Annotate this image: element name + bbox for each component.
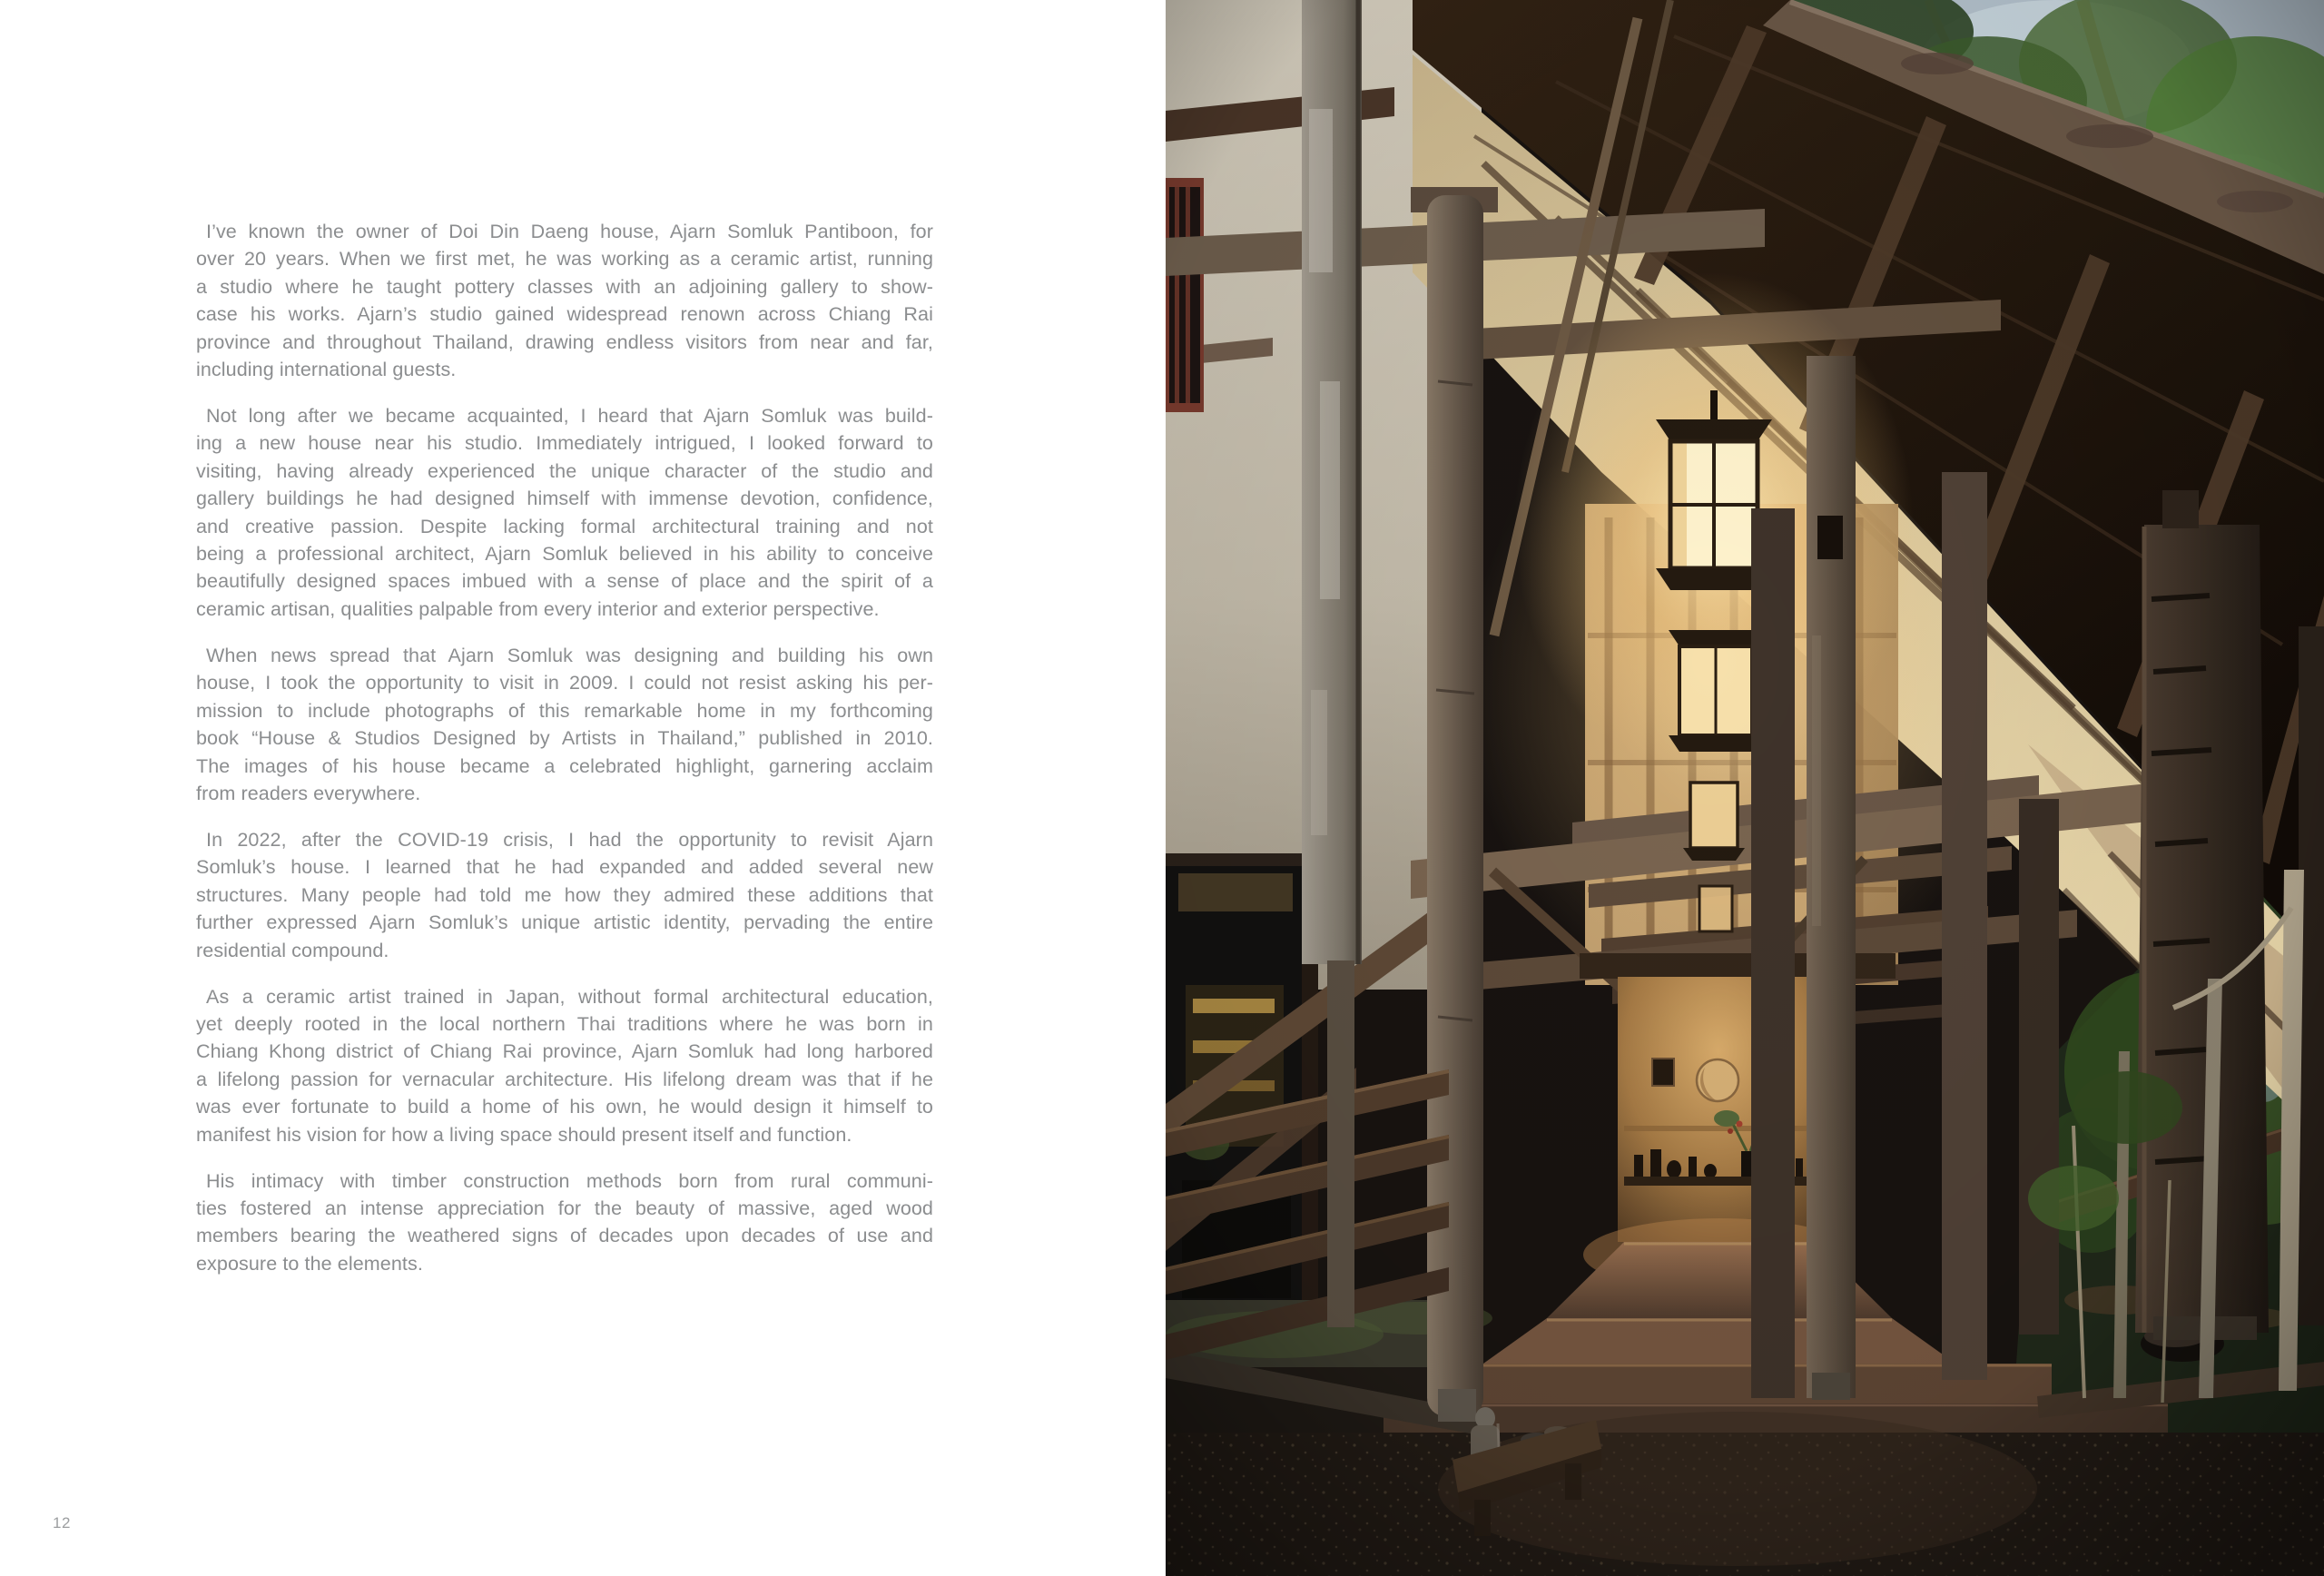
text-line: being a professional architect, Ajarn Somluk believed in his ability to conceive bbox=[196, 543, 933, 566]
text-line: When news spread that Ajarn Somluk was designing and building his own bbox=[206, 644, 933, 666]
text-line: ing a new house near his studio. Immediately intrigued, I looked forward to bbox=[196, 432, 933, 455]
text-line: house, I took the opportunity to visit in 2009. I could not resist asking his per- bbox=[196, 672, 933, 694]
text-line: ties fostered an intense appreciation for the beauty of massive, aged wood bbox=[196, 1197, 933, 1219]
text-line: over 20 years. When we first met, he was working as a ceramic artist, running bbox=[196, 248, 933, 271]
text-line: structures. Many people had told me how they admired these additions that bbox=[196, 883, 933, 906]
text-line: In 2022, after the COVID-19 crisis, I had the opportunity to revisit Ajarn bbox=[206, 828, 933, 851]
text-line: including international guests. bbox=[196, 359, 457, 381]
body-text bbox=[196, 218, 933, 1296]
text-line: His intimacy with timber construction methods born from rural communi- bbox=[206, 1169, 933, 1192]
text-line: The images of his house became a celebrated highlight, garnering acclaim bbox=[196, 754, 933, 777]
paragraph bbox=[196, 983, 933, 1148]
text-line: further expressed Ajarn Somluk’s unique artistic identity, pervading the entire bbox=[196, 911, 933, 934]
text-line: gallery buildings he had designed himself with immense devotion, confidence, bbox=[196, 488, 933, 510]
text-line: from readers everywhere. bbox=[196, 782, 421, 804]
text-line: Somluk’s house. I learned that he had expanded and added several new bbox=[196, 856, 933, 879]
text-line: beautifully designed spaces imbued with a sense of place and the spirit of a bbox=[196, 570, 933, 593]
text-line: a lifelong passion for vernacular architecture. His lifelong dream was that if he bbox=[196, 1068, 933, 1090]
text-line: yet deeply rooted in the local northern Thai traditions where he was born in bbox=[196, 1012, 933, 1035]
text-line: province and throughout Thailand, drawing endless visitors from near and far, bbox=[196, 330, 933, 353]
text-line: I’ve known the owner of Doi Din Daeng house, Ajarn Somluk Pantiboon, for bbox=[206, 221, 933, 242]
text-line: manifest his vision for how a living space should present itself and function. bbox=[196, 1123, 852, 1146]
text-line: was ever fortunate to build a home of his own, he would design it himself to bbox=[196, 1096, 933, 1118]
text-line: book “House & Studios Designed by Artists in Thailand,” published in 2010. bbox=[196, 727, 933, 750]
paragraph bbox=[196, 218, 933, 383]
paragraph bbox=[196, 826, 933, 964]
paragraph bbox=[196, 642, 933, 807]
house-photo bbox=[1166, 0, 2324, 1576]
text-line: residential compound. bbox=[196, 939, 389, 961]
text-line: a studio where he taught pottery classes with an adjoining gallery to show- bbox=[196, 275, 933, 298]
paragraph bbox=[196, 402, 933, 623]
text-line: mission to include photographs of this remarkable home in my forthcoming bbox=[196, 699, 933, 722]
text-line: and creative passion. Despite lacking formal architectural training and not bbox=[196, 515, 933, 537]
page-number: 12 bbox=[53, 1514, 71, 1532]
text-line: members bearing the weathered signs of decades upon decades of use and bbox=[196, 1225, 933, 1247]
text-line: ceramic artisan, qualities palpable from every interior and exterior perspective. bbox=[196, 597, 880, 620]
text-line: As a ceramic artist trained in Japan, without formal architectural education, bbox=[206, 985, 933, 1008]
text-line: exposure to the elements. bbox=[196, 1252, 423, 1275]
house-photo-illustration bbox=[1166, 0, 2324, 1576]
text-line: visiting, having already experienced the unique character of the studio and bbox=[196, 459, 933, 482]
paragraph bbox=[196, 1167, 933, 1278]
text-line: case his works. Ajarn’s studio gained widespread renown across Chiang Rai bbox=[196, 303, 933, 326]
photo-vignette bbox=[1166, 0, 2324, 1576]
text-line: Not long after we became acquainted, I heard that Ajarn Somluk was build- bbox=[206, 405, 933, 428]
text-line: Chiang Khong district of Chiang Rai province, Ajarn Somluk had long harbored bbox=[196, 1040, 933, 1063]
